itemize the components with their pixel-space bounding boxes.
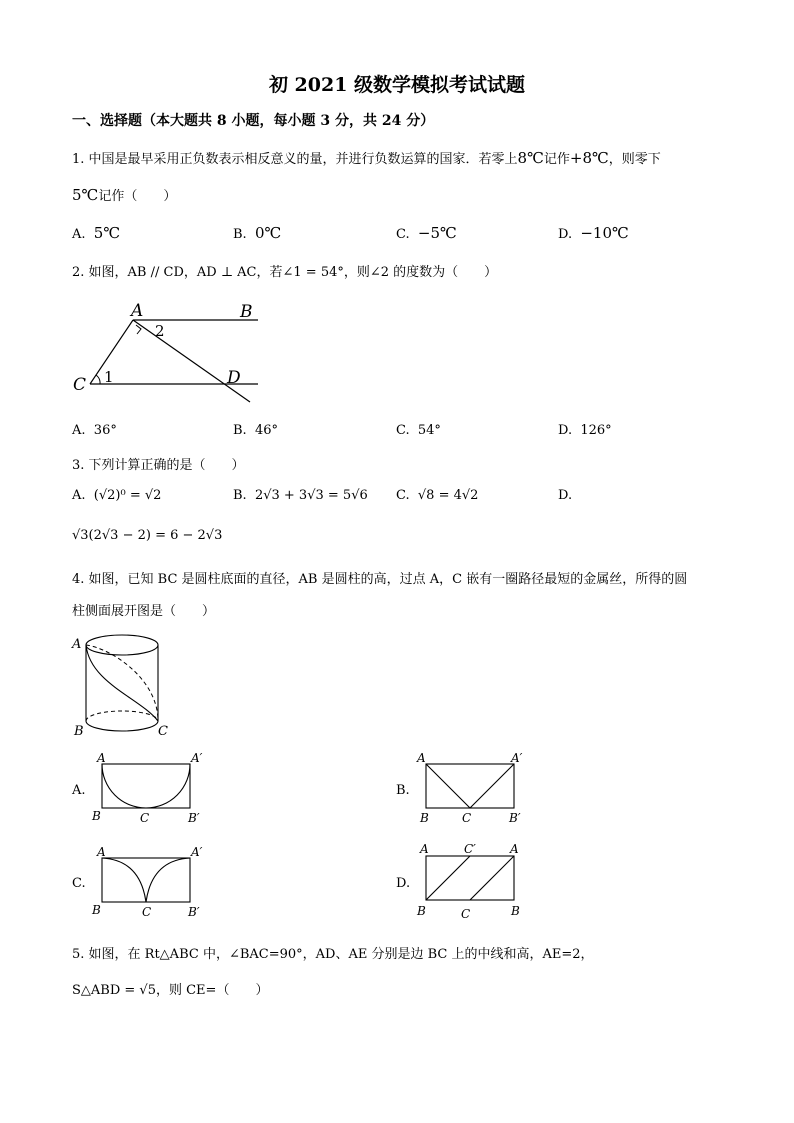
wire-front	[86, 645, 158, 721]
q1-temp1: 8℃	[517, 149, 544, 167]
q2-option-d[interactable]	[558, 423, 612, 438]
q1-mid: 记作	[543, 152, 570, 167]
unfold-rect	[102, 858, 190, 902]
cyl-label-b: B	[74, 724, 84, 739]
q4-option-d-label[interactable]: D.	[396, 876, 411, 891]
q1-option-d[interactable]	[558, 224, 629, 242]
corner-label: B′	[509, 811, 521, 825]
cylinder-bottom-front	[86, 721, 158, 731]
option-text: 54°	[417, 423, 441, 438]
diagonal-right	[470, 856, 514, 900]
option-text: 5℃	[93, 224, 121, 242]
cyl-label-a: A	[72, 637, 82, 652]
q3-option-d-text: √3(2√3 − 2) = 6 − 2√3	[72, 528, 223, 543]
option-label: A.	[72, 423, 86, 438]
corner-label: A′	[511, 751, 523, 765]
option-label: C.	[396, 423, 410, 438]
question-5-line1: 5. 如图，在 Rt△ABC 中，∠BAC=90°，AD、AE 分别是边 BC 上的中线和高，AE=2，	[72, 947, 594, 962]
option-label: A.	[72, 488, 86, 503]
q1-tail: ，则零下	[608, 152, 661, 167]
question-4-line1: 4. 如图，已知 BC 是圆柱底面的直径，AB 是圆柱的高，过点 A，C 嵌有一圈路径最短的金属丝，所得的圆	[72, 572, 688, 587]
right-angle-mark	[136, 325, 141, 334]
q3-option-d[interactable]	[558, 488, 572, 503]
q1-text: 1. 中国是最早采用正负数表示相反意义的量，并进行负数运算的国家．若零上	[72, 152, 518, 167]
q1-line2: 记作（ ）	[98, 189, 177, 204]
corner-label: C	[142, 905, 152, 919]
q3-option-b[interactable]	[233, 488, 368, 503]
curve-path	[102, 764, 190, 808]
q2-figure	[70, 298, 270, 408]
q3-option-c[interactable]	[396, 488, 478, 503]
question-1-line1	[72, 148, 661, 167]
q2-option-a[interactable]	[72, 423, 117, 438]
option-text: 126°	[580, 423, 612, 438]
corner-label: B′	[188, 905, 200, 919]
corner-label: B	[511, 904, 520, 918]
option-text: −5℃	[417, 224, 457, 242]
option-label: D.	[558, 227, 573, 242]
q1-temp3: 5℃	[72, 186, 99, 204]
q3-option-a[interactable]	[72, 488, 161, 503]
corner-label: A′	[191, 751, 203, 765]
corner-label: A	[420, 842, 429, 856]
corner-label: C	[462, 811, 472, 825]
unfold-rect	[426, 856, 514, 900]
question-4-line2: 柱侧面展开图是（ ）	[72, 604, 216, 619]
unfold-rect	[102, 764, 190, 808]
q4-option-d-figure[interactable]	[412, 840, 542, 920]
cyl-label-c: C	[158, 724, 168, 739]
corner-label: A	[510, 842, 519, 856]
q2-option-c[interactable]	[396, 423, 441, 438]
q4-option-a-label[interactable]: A.	[72, 783, 86, 798]
option-label: D.	[558, 488, 573, 503]
q4-option-b-label[interactable]: B.	[396, 783, 410, 798]
corner-label: A	[417, 751, 426, 765]
q1-option-a[interactable]	[72, 224, 120, 242]
cylinder-figure	[70, 628, 180, 743]
corner-label: A′	[191, 845, 203, 859]
label-a: A	[131, 301, 144, 321]
option-label: C.	[396, 227, 410, 242]
q4-option-b-figure[interactable]	[412, 748, 542, 826]
q4-option-a-figure[interactable]	[88, 748, 218, 826]
q1-option-c[interactable]	[396, 224, 457, 242]
label-angle-1: 1	[104, 368, 114, 386]
angle-1-arc	[96, 375, 100, 384]
question-1-line2	[72, 185, 176, 204]
cylinder-bottom-back	[86, 711, 158, 721]
option-label: A.	[72, 227, 86, 242]
option-label: B.	[233, 488, 247, 503]
cylinder-top	[86, 635, 158, 655]
corner-label: A	[97, 751, 106, 765]
corner-label: B′	[188, 811, 200, 825]
q4-option-c-label[interactable]: C.	[72, 876, 86, 891]
label-c: C	[73, 375, 87, 395]
corner-label: B	[420, 811, 429, 825]
option-label: D.	[558, 423, 573, 438]
option-text: −10℃	[580, 224, 629, 242]
q1-temp2: +8℃	[569, 149, 609, 167]
corner-label: C	[140, 811, 150, 825]
question-3-text: 3. 下列计算正确的是（ ）	[72, 458, 245, 473]
option-label: C.	[396, 488, 410, 503]
label-angle-2: 2	[155, 322, 165, 340]
corner-label: B	[92, 809, 101, 823]
option-label: B.	[233, 227, 247, 242]
corner-label: C′	[464, 842, 476, 856]
label-b: B	[240, 302, 253, 322]
option-text: 2√3 + 3√3 = 5√6	[254, 488, 368, 503]
q2-option-b[interactable]	[233, 423, 278, 438]
diagonal-left	[426, 856, 470, 900]
q1-option-b[interactable]	[233, 224, 281, 242]
unfold-rect	[426, 764, 514, 808]
option-text: 46°	[254, 423, 278, 438]
corner-label: B	[417, 904, 426, 918]
corner-label: A	[97, 845, 106, 859]
label-d: D	[227, 368, 241, 388]
cusp-path	[102, 858, 190, 902]
option-text: 36°	[93, 423, 117, 438]
corner-label: B	[92, 903, 101, 917]
q4-option-c-figure[interactable]	[88, 842, 218, 920]
question-5-line2: S△ABD = √5，则 CE=（ ）	[72, 983, 269, 998]
question-2-text: 2. 如图，AB // CD，AD ⊥ AC，若∠1 = 54°，则∠2 的度数为（ ）	[72, 265, 498, 280]
segment-ad	[133, 320, 250, 402]
section-heading: 一、选择题（本大题共 8 小题，每小题 3 分，共 24 分）	[72, 113, 435, 129]
page-title: 初 2021 级数学模拟考试试题	[268, 74, 526, 96]
option-text: √8 = 4√2	[417, 488, 479, 503]
option-text: (√2)⁰ = √2	[93, 488, 162, 503]
corner-label: C	[461, 907, 471, 920]
straight-path	[426, 764, 514, 808]
option-label: B.	[233, 423, 247, 438]
option-text: 0℃	[254, 224, 282, 242]
wire-back	[86, 645, 158, 721]
